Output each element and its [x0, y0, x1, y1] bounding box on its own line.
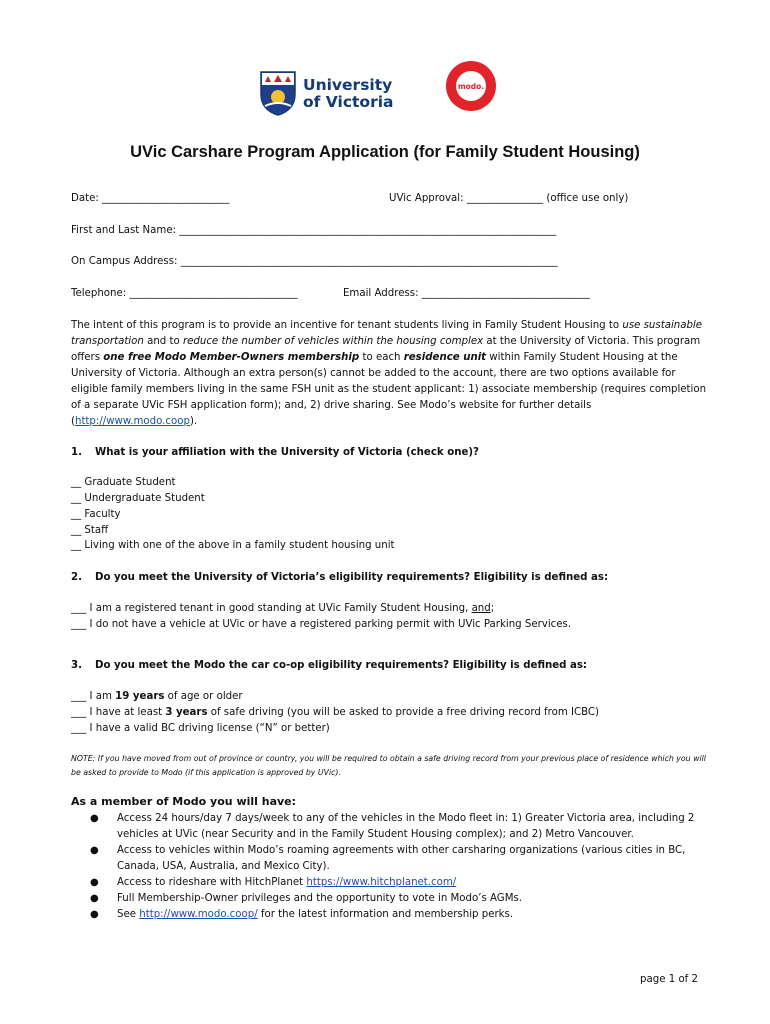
email-field[interactable]: Email Address: _________________________________ — [343, 288, 590, 299]
modo-logo — [446, 61, 496, 111]
benefit-item: ● Access to rideshare with HitchPlanet https://www.hitchplanet.com/ — [90, 875, 710, 891]
approval-field[interactable]: UVic Approval: _______________ (office use only) — [389, 193, 629, 204]
benefit-item: ● See http://www.modo.coop/ for the latest information and membership perks. — [90, 907, 710, 923]
question-1 — [71, 446, 479, 460]
modo-coop-link[interactable]: http://www.modo.coop/ — [139, 909, 258, 920]
option-age[interactable]: ___ I am 19 years of age or older — [71, 691, 243, 702]
uvic-crest-icon — [259, 70, 297, 116]
uvic-logo — [259, 70, 399, 118]
note-text: NOTE: If you have moved from out of province or country, you will be required to obtain a safe driving record from your previous place of residence which you will be asked to provide to Modo (if this application is approved by UVic). — [71, 754, 706, 777]
date-field[interactable]: Date: _________________________ — [71, 193, 230, 204]
benefit-item: ● Access to vehicles within Modo’s roaming agreements with other carsharing organizations (various cities in BC, Canada, USA, Australia, and Mexico City). — [90, 845, 686, 872]
modo-logo-text: modo. — [457, 81, 485, 91]
benefits-list — [90, 811, 710, 923]
question-2-text: Do you meet the University of Victoria’s eligibility requirements? Eligibility is defined as: — [95, 572, 609, 583]
question-2-number: 2. — [71, 572, 82, 583]
option-staff[interactable]: __ Staff — [71, 525, 109, 536]
question-3-text: Do you meet the Modo the car co-op eligibility requirements? Eligibility is defined as: — [95, 660, 588, 671]
benefit-item: ● Access 24 hours/day 7 days/week to any of the vehicles in the Modo fleet in: 1) Greater Victoria area, including 2 vehicles at UVic (near Security and in the Family Student Housing complex); and 2) Metro Vancouver. — [90, 813, 695, 840]
uvic-logo-line2: of Victoria — [303, 93, 394, 111]
benefit-item: ● Full Membership-Owner privileges and the opportunity to vote in Modo’s AGMs. — [90, 891, 710, 907]
address-field[interactable]: On Campus Address: __________________________________________________________________________ — [71, 256, 558, 267]
option-license[interactable]: ___ I have a valid BC driving license (“N” or better) — [71, 723, 330, 734]
option-faculty[interactable]: __ Faculty — [71, 509, 121, 520]
name-field[interactable]: First and Last Name: __________________________________________________________________________ — [71, 225, 557, 236]
option-living-with[interactable]: __ Living with one of the above in a family student housing unit — [71, 540, 395, 551]
telephone-field[interactable]: Telephone: _________________________________ — [71, 288, 298, 299]
question-3 — [71, 659, 587, 673]
uvic-logo-line1: University — [303, 76, 393, 94]
question-1-text: What is your affiliation with the University of Victoria (check one)? — [95, 447, 479, 458]
option-registered-tenant[interactable]: ___ I am a registered tenant in good standing at UVic Family Student Housing, and; — [71, 603, 495, 614]
question-1-number: 1. — [71, 447, 82, 458]
bullet-icon: ● — [90, 877, 99, 888]
option-driving-years[interactable]: ___ I have at least 3 years of safe driving (you will be asked to provide a free driving record from ICBC) — [71, 707, 600, 718]
modo-website-link[interactable]: http://www.modo.coop — [74, 416, 190, 427]
member-heading: As a member of Modo you will have: — [71, 795, 297, 808]
option-no-vehicle[interactable]: ___ I do not have a vehicle at UVic or have a registered parking permit with UVic Parking Services. — [71, 619, 572, 630]
question-2 — [71, 571, 608, 585]
intro-paragraph: The intent of this program is to provide an incentive for tenant students living in Family Student Housing to use sustainable transportation and to reduce the number of vehicles within the housing complex at the University of Victoria. This program offers one free Modo Member-Owners membership to each residence unit within Family Student Housing at the University of Victoria. Although an extra person(s) cannot be added to the account, there are two options available for eligible family members living in the same FSH unit as the student applicant: 1) associate membership (requires completion of a separate UVic FSH application form); and, 2) drive sharing. See Modo’s website for further details (http://www.modo.coop). — [71, 320, 707, 427]
bullet-icon: ● — [90, 909, 99, 920]
bullet-icon: ● — [90, 845, 99, 856]
bullet-icon: ● — [90, 813, 99, 824]
hitchplanet-link[interactable]: https://www.hitchplanet.com/ — [306, 877, 457, 888]
bullet-icon: ● — [90, 893, 99, 904]
option-graduate[interactable]: __ Graduate Student — [71, 477, 176, 488]
option-undergraduate[interactable]: __ Undergraduate Student — [71, 493, 205, 504]
page-number: page 1 of 2 — [640, 974, 698, 985]
question-3-number: 3. — [71, 660, 82, 671]
page-title: UVic Carshare Program Application (for Family Student Housing) — [130, 143, 640, 161]
